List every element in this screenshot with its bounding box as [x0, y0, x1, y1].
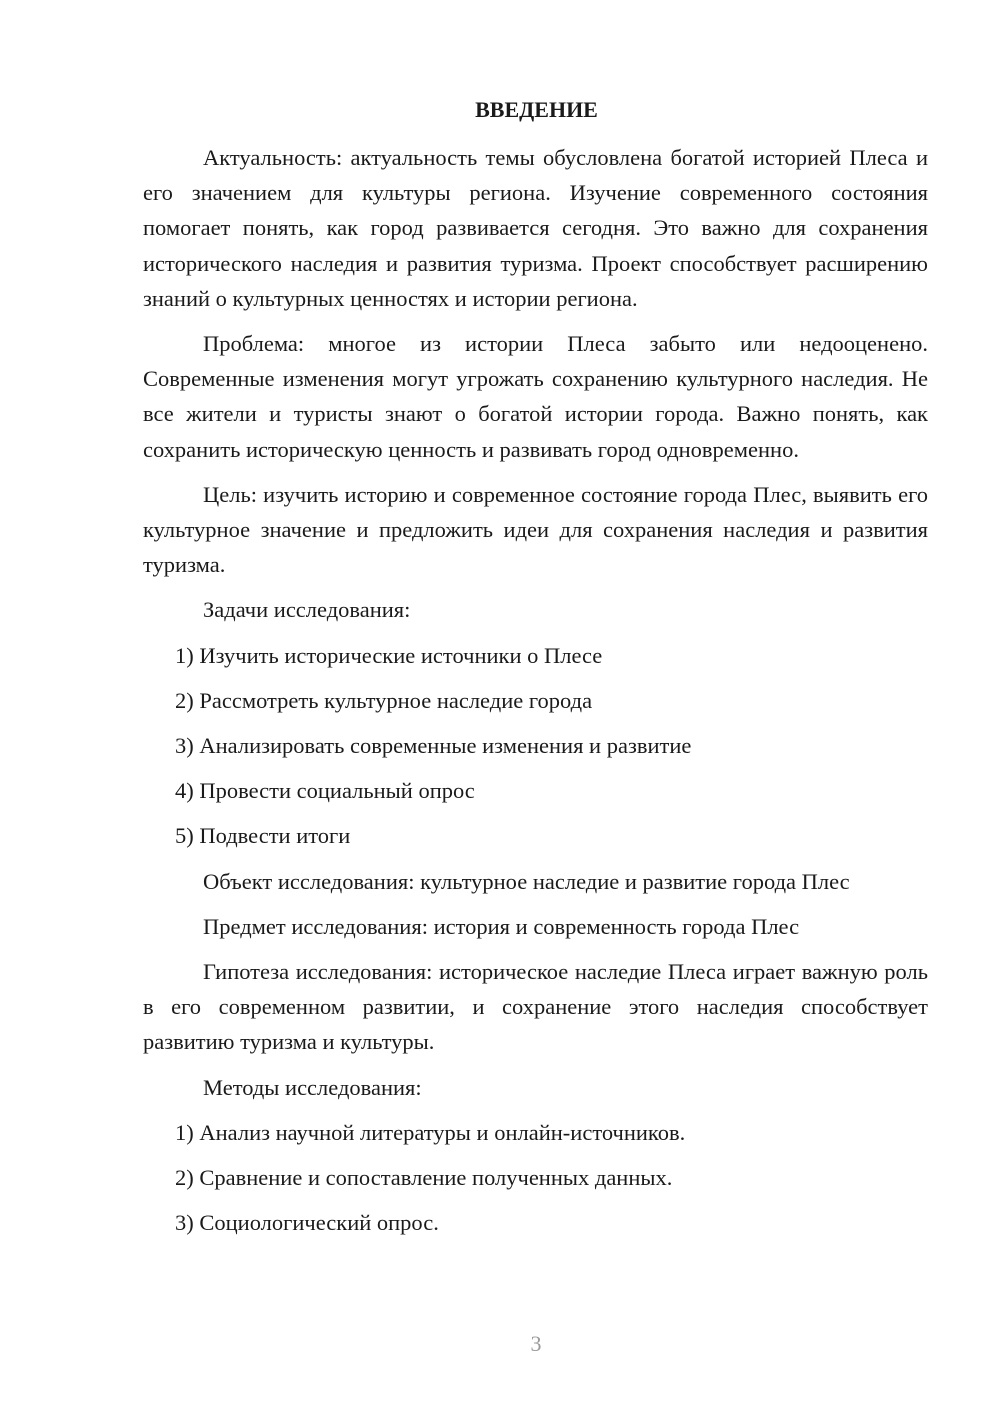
task-item: 3) Анализировать современные изменения и развитие: [175, 733, 692, 759]
object-line: Объект исследования: культурное наследие и развитие города Плес: [203, 868, 850, 894]
hypothesis-paragraph: Гипотеза исследования: историческое наследие Плеса играет важную роль в его современном развитии, и сохранение этого наследия способствует развитию туризма и культуры.: [143, 959, 928, 1055]
methods-title: Методы исследования:: [203, 1074, 422, 1100]
page-number: 3: [530, 1331, 542, 1356]
task-item: 4) Провести социальный опрос: [175, 778, 475, 804]
tasks-list: [143, 638, 928, 854]
task-item: 1) Изучить исторические источники о Плесе: [175, 642, 603, 668]
problem-paragraph: Проблема: многое из истории Плеса забыто или недооценено. Современные изменения могут угрожать сохранению культурного наследия. Не все жители и туристы знают о богатой истории города. Важно понять, как сохранить историческую ценность и развивать город одновременно.: [143, 331, 928, 462]
section-heading: ВВЕДЕНИЕ: [475, 97, 598, 122]
goal-paragraph: Цель: изучить историю и современное состояние города Плес, выявить его культурное значение и предложить идеи для сохранения наследия и развития туризма.: [143, 481, 928, 578]
methods-list: [143, 1115, 928, 1241]
task-item: 5) Подвести итоги: [175, 823, 351, 849]
method-item: 3) Социологический опрос.: [175, 1210, 439, 1236]
subject-line: Предмет исследования: история и современность города Плес: [203, 913, 800, 939]
tasks-title: Задачи исследования:: [203, 597, 411, 623]
task-item: 2) Рассмотреть культурное наследие города: [175, 687, 593, 713]
method-item: 1) Анализ научной литературы и онлайн-источников.: [175, 1119, 686, 1145]
method-item: 2) Сравнение и сопоставление полученных данных.: [175, 1165, 673, 1191]
relevance-paragraph: Актуальность: актуальность темы обусловлена богатой историей Плеса и его значением для культуры региона. Изучение современного состояния помогает понять, как город развивается сегодня. Это важно для сохранения исторического наследия и развития туризма. Проект способствует расширению знаний о культурных ценностях и истории региона.: [143, 145, 928, 311]
document-page: [143, 94, 928, 1250]
